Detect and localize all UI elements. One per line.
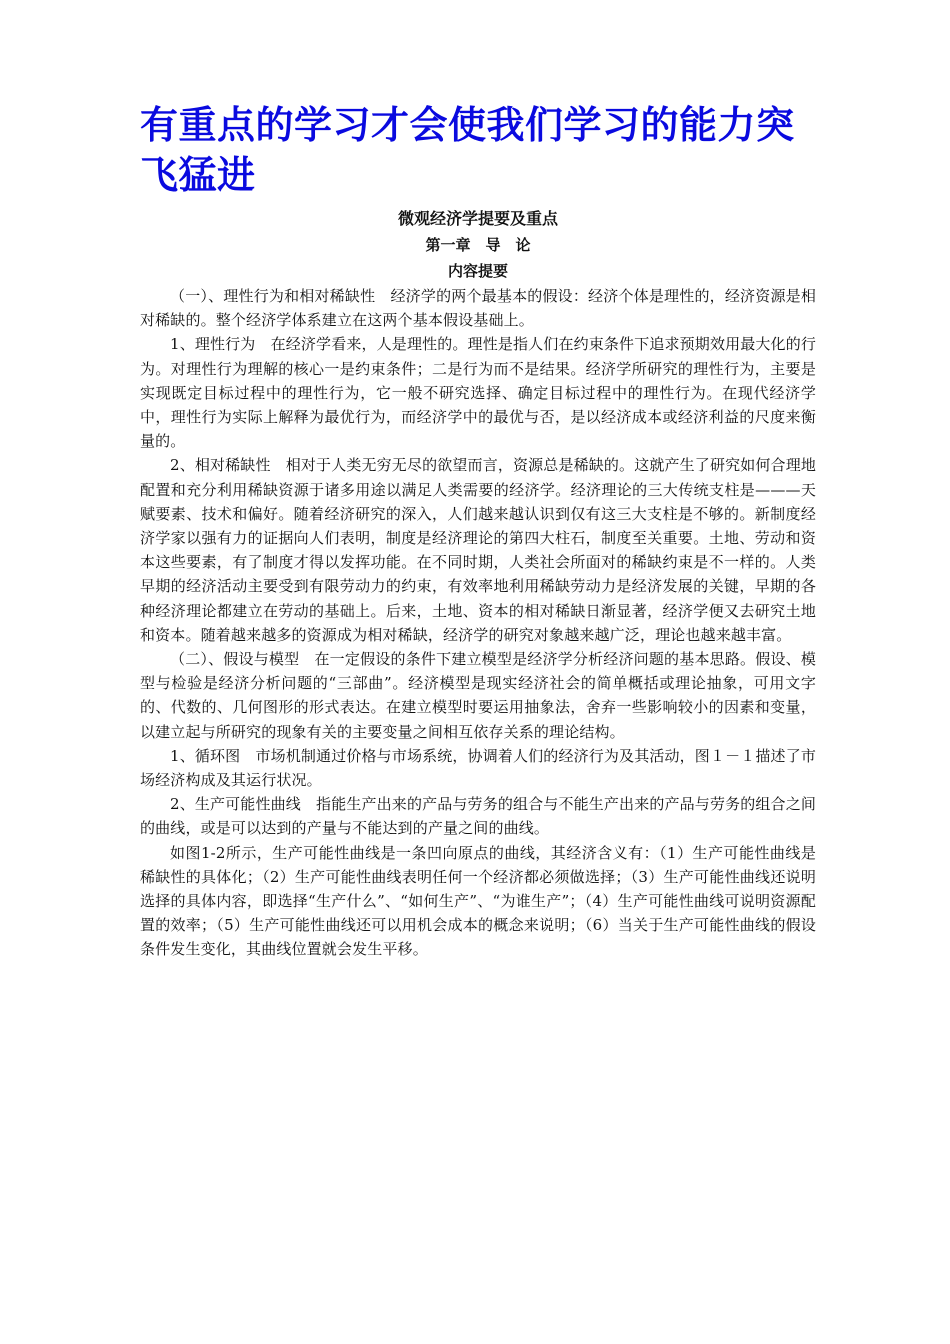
chapter-title: 第一章 导 论	[425, 236, 531, 254]
paragraph-ppf-definition: 2、生产可能性曲线 指能生产出来的产品与劳务的组合与不能生产出来的产品与劳务的组合之间的曲线，或是可以达到的产量与不能达到的产量之间的曲线。	[140, 795, 816, 838]
paragraph-relative-scarcity: 2、相对稀缺性 相对于人类无穷无尽的欲望而言，资源总是稀缺的。这就产生了研究如何合理地配置和充分利用稀缺资源于诸多用途以满足人类需要的经济学。经济理论的三大传统支柱是———天赋要素、技术和偏好。随着经济研究的深入，人们越来越认识到仅有这三大支柱是不够的。新制度经济学家以强有力的证据向人们表明，制度是经济理论的第四大柱石，制度至关重要。土地、劳动和资本这些要素，有了制度才得以发挥功能。在不同时期，人类社会所面对的稀缺约束是不一样的。人类早期的经济活动主要受到有限劳动力的约束，有效率地利用稀缺劳动力是经济发展的关键，早期的各种经济理论都建立在劳动的基础上。后来，土地、资本的相对稀缺日渐显著，经济学便又去研究土地和资本。随着越来越多的资源成为相对稀缺，经济学的研究对象越来越广泛，理论也越来越丰富。	[140, 456, 816, 644]
paragraph-assumptions-models: （二）、假设与模型 在一定假设的条件下建立模型是经济学分析经济问题的基本思路。假设、模型与检验是经济分析问题的“三部曲”。经济模型是现实经济社会的简单概括或理论抽象，可用文字的、代数的、几何图形的形式表达。在建立模型时要运用抽象法，舍弃一些影响较小的因素和变量，以建立起与所研究的现象有关的主要变量之间相互依存关系的理论结构。	[140, 650, 816, 741]
document-title: 微观经济学提要及重点	[397, 209, 558, 228]
document-page	[140, 100, 816, 962]
paragraph-circular-flow: 1、循环图 市场机制通过价格与市场系统，协调着人们的经济行为及其活动，图１－１描述了市场经济构成及其运行状况。	[140, 746, 816, 790]
section-title: 内容提要	[447, 262, 508, 280]
paragraph-rational-behavior: 1、理性行为 在经济学看来，人是理性的。理性是指人们在约束条件下追求预期效用最大化的行为。对理性行为理解的核心一是约束条件；二是行为而不是结果。经济学所研究的理性行为，主要是实现既定目标过程中的理性行为，它一般不研究选择、确定目标过程中的理性行为。在现代经济学中，理性行为实际上解释为最优行为，而经济学中的最优与否，是以经济成本或经济利益的尺度来衡量的。	[140, 335, 816, 451]
paragraph-ppf-meaning: 如图1-2所示，生产可能性曲线是一条凹向原点的曲线，其经济含义有：（1）生产可能性曲线是稀缺性的具体化；（2）生产可能性曲线表明任何一个经济都必须做选择；（3）生产可能性曲线还说明选择的具体内容，即选择“生产什么”、“如何生产”、“为谁生产”；（4）生产可能性曲线可说明资源配置的效率；（5）生产可能性曲线还可以用机会成本的概念来说明；（6）当关于生产可能性曲线的假设条件发生变化，其曲线位置就会发生平移。	[140, 843, 816, 959]
paragraph-rational-behavior-scarcity: （一）、理性行为和相对稀缺性 经济学的两个最基本的假设：经济个体是理性的，经济资源是相对稀缺的。整个经济学体系建立在这两个基本假设基础上。	[140, 287, 816, 330]
promo-banner-title: 有重点的学习才会使我们学习的能力突飞猛进	[140, 103, 795, 197]
